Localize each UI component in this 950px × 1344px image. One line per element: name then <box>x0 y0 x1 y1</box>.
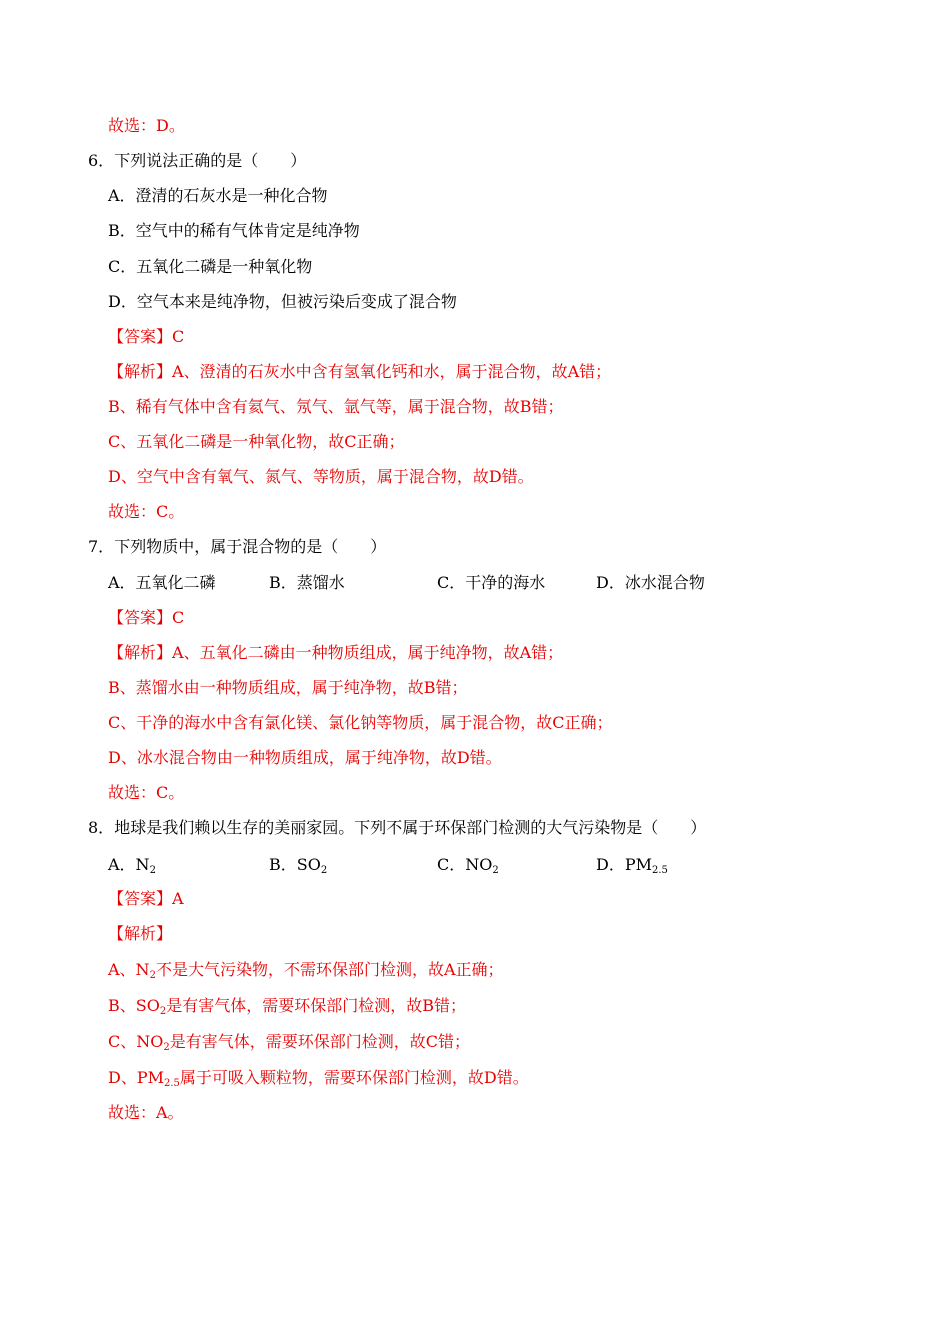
q5-conclusion: 故选：D。 <box>108 116 185 135</box>
q7-option-c: C．干净的海水 <box>437 573 546 592</box>
q8-question <box>88 818 706 838</box>
q8-stem: 地球是我们赖以生存的美丽家园。下列不属于环保部门检测的大气污染物是（ ） <box>114 818 707 837</box>
q6-conclusion: 故选：C。 <box>108 502 185 521</box>
answer-tag: 【答案】 <box>108 608 173 627</box>
q7-analysis-c: C、干净的海水中含有氯化镁、氯化钠等物质，属于混合物，故C正确； <box>108 713 613 732</box>
formula-text: A．N <box>108 855 150 874</box>
formula-text: B．SO <box>269 855 321 874</box>
q6-stem: 下列说法正确的是（ ） <box>114 151 307 170</box>
q6-analysis-d: D、空气中含有氧气、氮气、等物质，属于混合物，故D错。 <box>108 467 534 486</box>
q7-option-a: A．五氧化二磷 <box>108 573 216 592</box>
formula-text: C．NO <box>437 855 493 874</box>
q6-number: 6． <box>88 151 115 170</box>
formula-text: D．PM <box>596 855 652 874</box>
answer-value: C <box>172 608 185 627</box>
q6-analysis-c: C、五氧化二磷是一种氧化物，故C正确； <box>108 432 405 451</box>
analysis-tag: 【解析】 <box>108 643 173 662</box>
q8-analysis-c <box>108 1032 470 1052</box>
answer-value: C <box>172 327 185 346</box>
analysis-text: A、澄清的石灰水中含有氢氧化钙和水，属于混合物，故A错； <box>172 362 612 381</box>
q8-analysis-a <box>108 960 504 980</box>
formula-subscript: 2.5 <box>163 1078 180 1089</box>
q6-analysis-a <box>108 362 611 382</box>
formula-text: B、SO <box>108 996 160 1015</box>
q6-option-b: B．空气中的稀有气体肯定是纯净物 <box>108 221 360 240</box>
q6-option-a: A．澄清的石灰水是一种化合物 <box>108 186 328 205</box>
analysis-text: 是有害气体，需要环保部门检测，故C错； <box>169 1032 470 1051</box>
q7-analysis-d: D、冰水混合物由一种物质组成，属于纯净物，故D错。 <box>108 748 502 767</box>
analysis-text: 属于可吸入颗粒物，需要环保部门检测，故D错。 <box>179 1068 529 1087</box>
answer-value: A <box>172 889 184 908</box>
answer-tag: 【答案】 <box>108 327 173 346</box>
q7-analysis-b: B、蒸馏水由一种物质组成，属于纯净物，故B错； <box>108 678 468 697</box>
q7-analysis-a <box>108 643 563 663</box>
formula-subscript: 2 <box>320 865 328 876</box>
formula-subscript: 2 <box>163 1042 170 1053</box>
formula-subscript: 2.5 <box>651 865 668 876</box>
q8-analysis-tag: 【解析】 <box>108 924 173 943</box>
q6-option-d: D．空气本来是纯净物，但被污染后变成了混合物 <box>108 292 457 311</box>
formula-text: C、NO <box>108 1032 164 1051</box>
formula-subscript: 2 <box>492 865 499 876</box>
analysis-text: A、五氧化二磷由一种物质组成，属于纯净物，故A错； <box>172 643 564 662</box>
q7-answer <box>108 608 184 628</box>
q8-number: 8． <box>88 818 115 837</box>
q8-option-a <box>108 855 156 875</box>
q8-option-c <box>437 855 499 875</box>
q8-option-d <box>596 855 668 875</box>
q6-answer <box>108 327 184 347</box>
q8-answer <box>108 889 184 909</box>
formula-subscript: 2 <box>159 1006 167 1017</box>
q7-number: 7． <box>88 537 115 556</box>
analysis-text: 是有害气体，需要环保部门检测，故B错； <box>166 996 466 1015</box>
analysis-text: 不是大气污染物，不需环保部门检测，故A正确； <box>155 960 504 979</box>
q8-conclusion: 故选：A。 <box>108 1103 184 1122</box>
q7-conclusion: 故选：C。 <box>108 783 185 802</box>
q6-option-c: C．五氧化二磷是一种氧化物 <box>108 257 313 276</box>
formula-subscript: 2 <box>149 865 156 876</box>
q7-stem: 下列物质中，属于混合物的是（ ） <box>114 537 387 556</box>
formula-subscript: 2 <box>149 970 156 981</box>
q6-question <box>88 151 306 171</box>
q7-option-b: B．蒸馏水 <box>269 573 345 592</box>
q7-option-d: D．冰水混合物 <box>596 573 705 592</box>
q7-question <box>88 537 386 557</box>
analysis-tag: 【解析】 <box>108 362 173 381</box>
q8-option-b <box>269 855 327 875</box>
q6-analysis-b: B、稀有气体中含有氦气、氖气、氩气等，属于混合物，故B错； <box>108 397 564 416</box>
formula-text: A、N <box>108 960 150 979</box>
q8-analysis-d <box>108 1068 529 1088</box>
answer-tag: 【答案】 <box>108 889 173 908</box>
formula-text: D、PM <box>108 1068 164 1087</box>
q8-analysis-b <box>108 996 466 1016</box>
